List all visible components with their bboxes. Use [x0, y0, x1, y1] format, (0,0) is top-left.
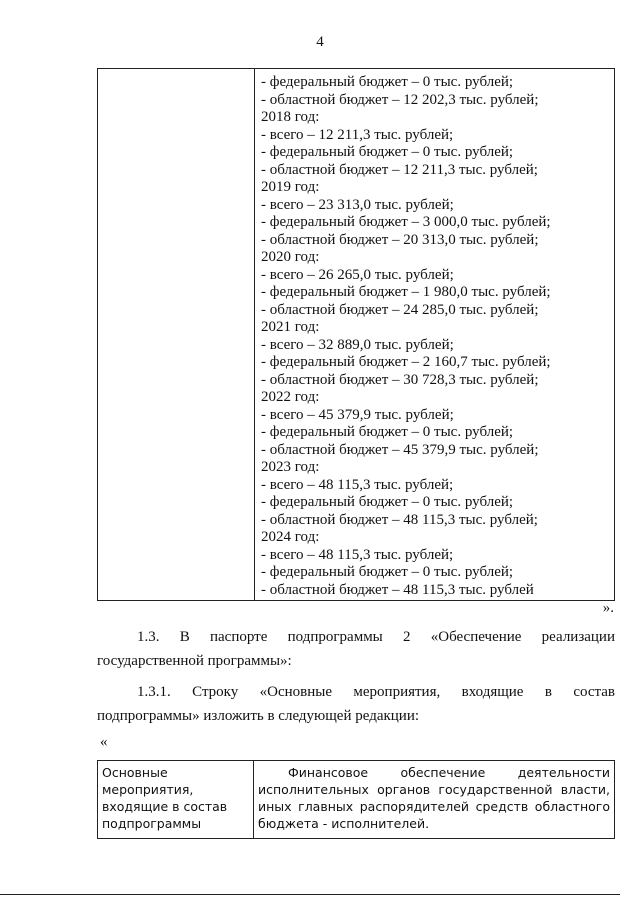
closing-quote: ».: [602, 600, 614, 616]
budget-line: - всего – 48 115,3 тыс. рублей;: [261, 476, 454, 493]
budget-line: - всего – 23 313,0 тыс. рублей;: [261, 196, 454, 213]
opening-quote: «: [100, 734, 108, 750]
budget-line: 2019 год:: [261, 179, 320, 195]
budget-line: - всего – 12 211,3 тыс. рублей;: [261, 126, 454, 143]
budget-line: - областной бюджет – 48 115,3 тыс. рублей: [261, 581, 534, 598]
budget-line: - всего – 45 379,9 тыс. рублей;: [261, 406, 454, 423]
budget-line: - федеральный бюджет – 0 тыс. рублей;: [261, 424, 514, 440]
budget-line: - всего – 48 115,3 тыс. рублей;: [261, 546, 454, 563]
budget-line: - всего – 26 265,0 тыс. рублей;: [261, 266, 454, 283]
budget-line: - областной бюджет – 30 728,3 тыс. рублей;: [261, 371, 539, 388]
paragraph-1-3-1: [97, 680, 615, 728]
funding-table: [97, 68, 615, 601]
budget-line: 2023 год:: [261, 459, 320, 475]
budget-line: - федеральный бюджет – 0 тыс. рублей;: [261, 144, 514, 160]
budget-line: 2024 год:: [261, 529, 320, 545]
page-number: 4: [316, 34, 324, 50]
budget-line: - федеральный бюджет – 0 тыс. рублей;: [261, 494, 514, 510]
budget-lines-list: [261, 74, 551, 599]
paragraph-1-3-1-line-1: 1.3.1. Строку «Основные мероприятия, входящие в состав: [137, 684, 615, 700]
activities-label-cell: Основные мероприятия, входящие в состав подпрограммы: [102, 765, 228, 831]
budget-line: 2022 год:: [261, 389, 320, 405]
budget-line: - всего – 32 889,0 тыс. рублей;: [261, 336, 454, 353]
budget-line: - областной бюджет – 48 115,3 тыс. рублей;: [261, 511, 538, 528]
budget-line: - федеральный бюджет – 1 980,0 тыс. рублей;: [261, 284, 551, 300]
paragraph-1-3-1-line-2: подпрограммы» изложить в следующей редакции:: [97, 708, 420, 724]
budget-line: - федеральный бюджет – 2 160,7 тыс. рублей;: [261, 354, 551, 370]
paragraph-1-3-line-2: государственной программы»:: [97, 653, 292, 669]
budget-line: - областной бюджет – 20 313,0 тыс. рублей;: [261, 231, 539, 248]
budget-line: 2018 год:: [261, 109, 320, 125]
paragraph-1-3-line-1: 1.3. В паспорте подпрограммы 2 «Обеспечение реализации: [137, 629, 615, 645]
budget-line: - областной бюджет – 45 379,9 тыс. рублей;: [261, 441, 539, 458]
budget-line: - федеральный бюджет – 3 000,0 тыс. рублей;: [261, 214, 551, 230]
table-column-divider: [254, 69, 255, 600]
activities-value-cell: Финансовое обеспечение деятельности исполнительных органов государственной власти, иных главных распорядителей средств областного бюджета - исполнителей.: [258, 765, 610, 831]
budget-line: - областной бюджет – 12 202,3 тыс. рублей;: [261, 91, 539, 108]
budget-line: - областной бюджет – 24 285,0 тыс. рублей;: [261, 301, 539, 318]
budget-line: 2021 год:: [261, 319, 320, 335]
budget-line: - федеральный бюджет – 0 тыс. рублей;: [261, 74, 514, 90]
paragraph-1-3: [97, 625, 615, 673]
table-column-divider: [253, 761, 254, 838]
budget-line: - федеральный бюджет – 0 тыс. рублей;: [261, 564, 514, 580]
budget-line: - областной бюджет – 12 211,3 тыс. рублей;: [261, 161, 538, 178]
activities-table: [97, 760, 615, 839]
page-bottom-rule: [0, 894, 620, 895]
budget-line: 2020 год:: [261, 249, 320, 265]
